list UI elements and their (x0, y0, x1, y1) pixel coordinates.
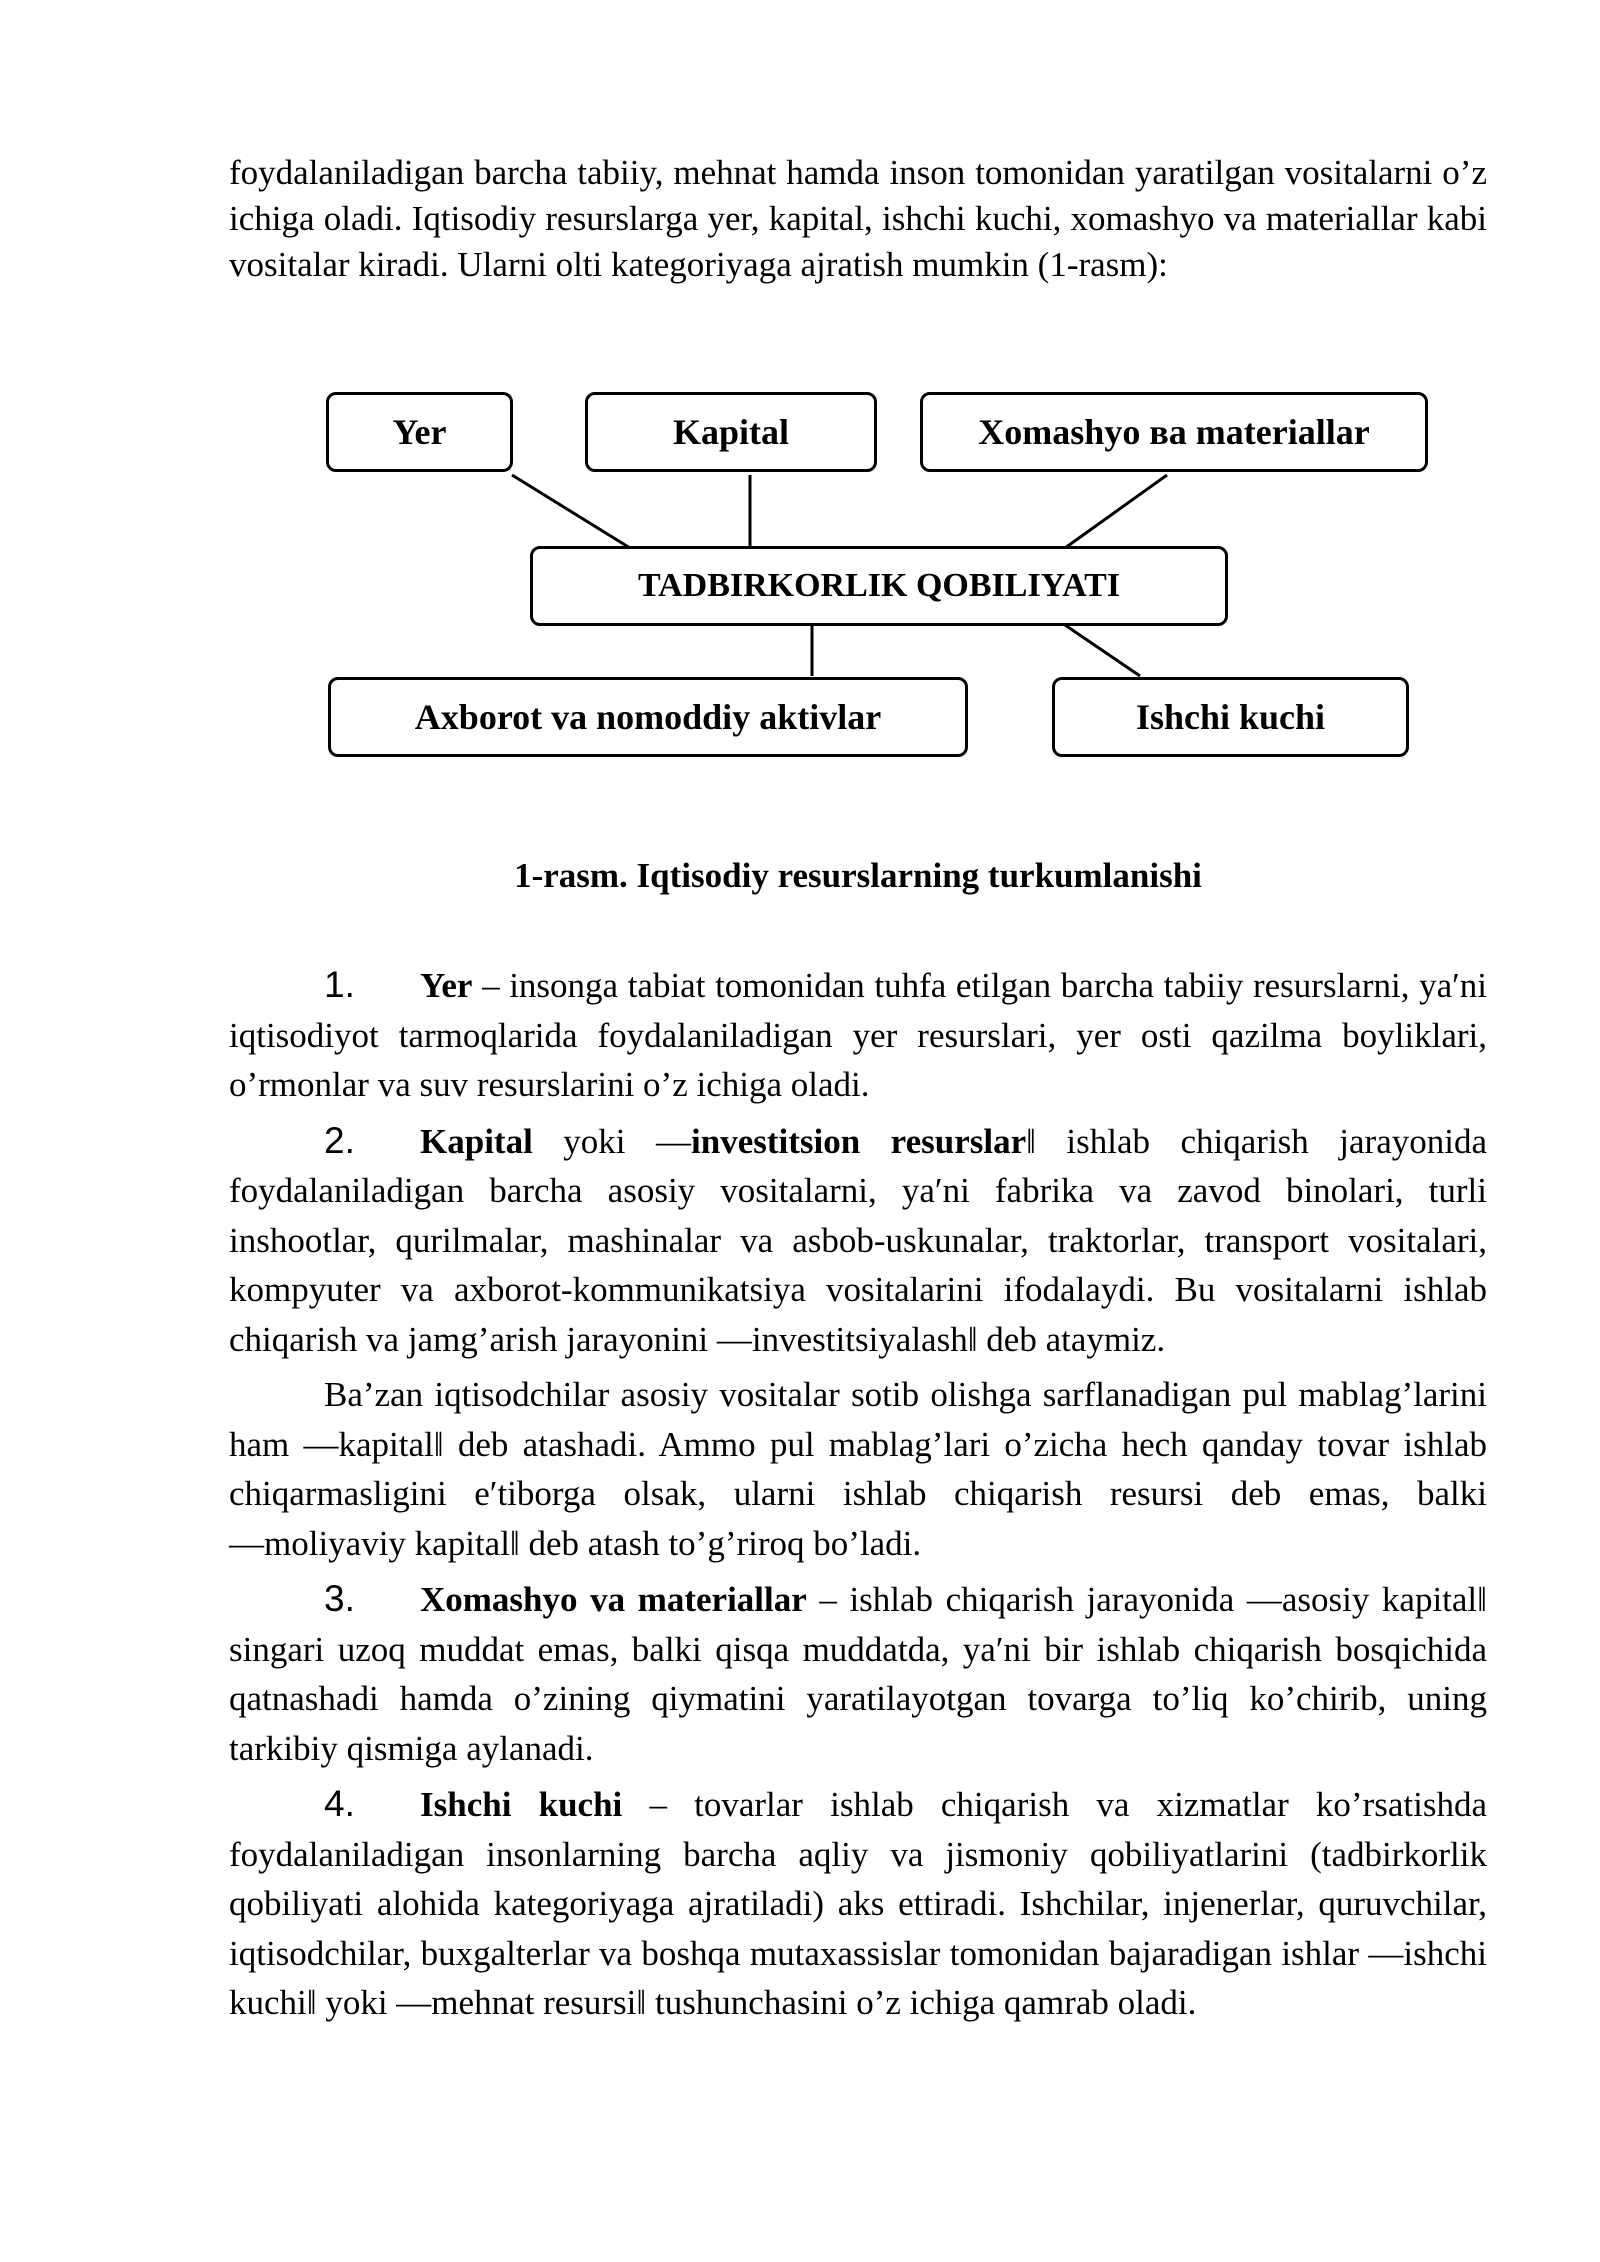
connector-ishchi (1065, 625, 1140, 676)
term-yer: Yer (420, 966, 473, 1005)
body-text (229, 960, 1487, 2034)
box-tadbirkorlik: TADBIRKORLIK QOBILIYATI (530, 546, 1228, 626)
list-item-kapital (229, 1116, 1487, 1365)
list-number: 3. (324, 1578, 355, 1619)
connector-xomashyo (1065, 475, 1167, 548)
resources-diagram (0, 0, 1600, 800)
list-number: 2. (324, 1119, 355, 1161)
item-text: – tovarlar ishlab chiqarish va xizmatlar ko’rsatishda foydalaniladigan insonlarning barcha aqliy va jismoniy qobiliyatlarini (tadbirkorlik qobiliyati alohida kategoriyaga ajratiladi) aks ettiradi. Ishchilar, injenerlar, quruvchilar, iqtisodchilar, buxgalterlar va boshqa mutaxassislar tomonidan bajaradigan ishlar ―ishchi kuchi‖ yoki ―mehnat resursi‖ tushunchasini o’z ichiga qamrab oladi. (229, 1785, 1487, 2022)
list-item-ishchi-kuchi (229, 1779, 1487, 2028)
box-xomashyo: Xomashyo ва materiallar (920, 392, 1428, 472)
list-number: 4. (324, 1783, 355, 1824)
item-connector-text: yoki ― (532, 1121, 691, 1161)
term-kapital: Kapital (420, 1121, 533, 1161)
list-item-yer (229, 960, 1487, 1110)
paragraph-kapital-note: Ba’zan iqtisodchilar asosiy vositalar sotib olishga sarflanadigan pul mablag’larini ham ―kapital‖ deb atashadi. Ammo pul mablag’lari o’zicha hech qanday tovar ishlab chiqarmasligini e′tiborga olsak, ularni ishlab chiqarish resursi deb emas, balki ―moliyaviy kapital‖ deb atash to’g’riroq bo’ladi. (229, 1375, 1487, 1563)
box-kapital: Kapital (585, 392, 877, 472)
list-number: 1. (324, 964, 355, 1005)
item-text: ‖ ishlab chiqarish jarayonida foydalaniladigan barcha asosiy vositalarni, ya′ni fabrika va zavod binolari, turli inshootlar, qurilmalar, mashinalar va asbob-uskunalar, traktorlar, transport vositalari, kompyuter va axborot-kommunikatsiya vositalarini ifodalaydi. Bu vositalarni ishlab chiqarish va jamg’arish jarayonini ―investitsiyalash‖ deb ataymiz. (229, 1121, 1487, 1359)
box-ishchi-kuchi: Ishchi kuchi (1052, 677, 1409, 757)
item-text: – ishlab chiqarish jarayonida ―asosiy kapital‖ singari uzoq muddat emas, balki qisqa muddatda, ya′ni bir ishlab chiqarish bosqichida qatnashadi hamda o’zining qiymatini yaratilayotgan tovarga to’liq ko’chirib, uning tarkibiy qismiga aylanadi. (229, 1580, 1487, 1768)
box-axborot: Axborot va nomoddiy aktivlar (328, 677, 968, 757)
term-ishchi-kuchi: Ishchi kuchi (420, 1785, 623, 1824)
figure-caption: 1-rasm. Iqtisodiy resurslarning turkumlanishi (514, 856, 1202, 895)
intro-paragraph: foydalaniladigan barcha tabiiy, mehnat hamda inson tomonidan yaratilgan vositalarni o’z ichiga oladi. Iqtisodiy resurslarga yer, kapital, ishchi kuchi, xomashyo va materiallar kabi vositalar kiradi. Ularni olti kategoriyaga ajratish mumkin (1-rasm): (229, 153, 1487, 284)
list-item-xomashyo (229, 1574, 1487, 1773)
box-yer: Yer (326, 392, 513, 472)
connector-yer (512, 475, 630, 548)
term-investitsion: investitsion resurslar (691, 1121, 1027, 1161)
term-xomashyo: Xomashyo va materiallar (420, 1580, 807, 1619)
item-text: – insonga tabiat tomonidan tuhfa etilgan barcha tabiiy resurslarni, ya′ni iqtisodiyot tarmoqlarida foydalaniladigan yer resurslari, yer osti qazilma boyliklari, o’rmonlar va suv resurslarini o’z ichiga oladi. (229, 966, 1487, 1104)
